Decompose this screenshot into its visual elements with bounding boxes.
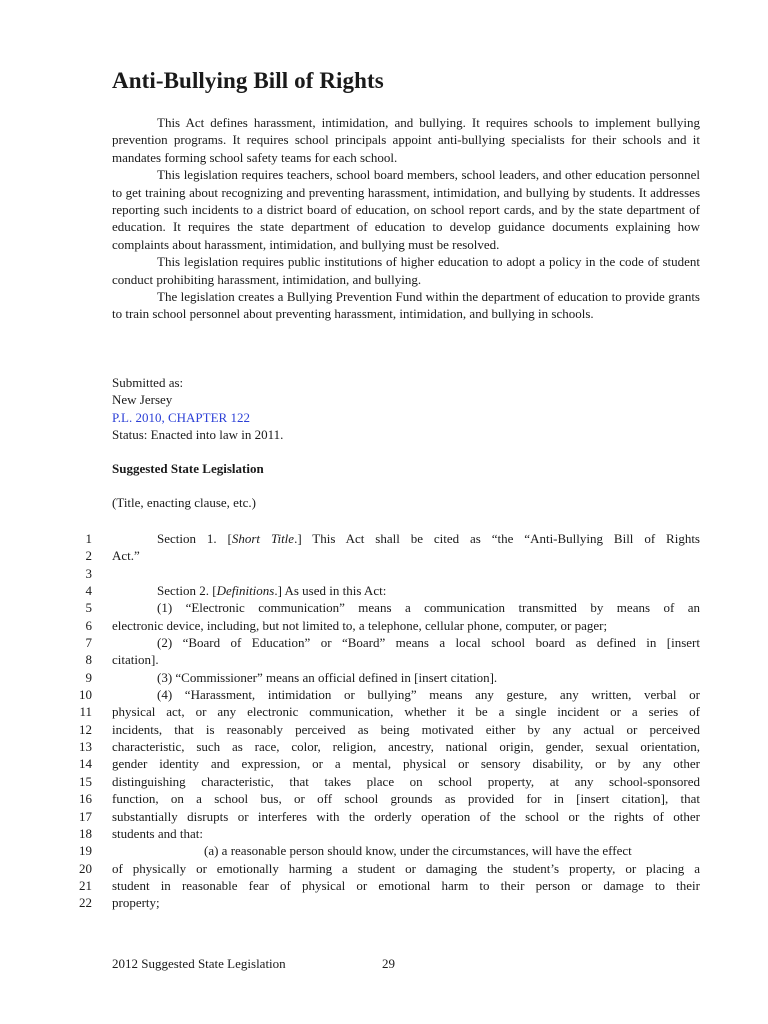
line-number: 11 — [79, 704, 92, 720]
text-line: electronic device, including, but not limited to, a telephone, cellular phone, computer, or pager; — [112, 617, 608, 633]
line-number: 16 — [79, 791, 92, 807]
intro-summary — [112, 114, 700, 323]
submitted-state: New Jersey — [112, 392, 173, 408]
line-number: 19 — [79, 843, 92, 859]
text-line: citation]. — [112, 652, 159, 668]
line-number: 14 — [79, 756, 92, 772]
line-number: 17 — [79, 808, 92, 824]
text-line: of physically or emotionally harming a student or damaging the student’s property, or placing a — [112, 860, 700, 876]
line-number: 5 — [85, 600, 92, 616]
line-number: 21 — [79, 877, 92, 893]
line-number: 2 — [85, 548, 92, 564]
submission-info — [112, 374, 700, 444]
text-line: characteristic, such as race, color, religion, ancestry, national origin, gender, sexual orientation, — [112, 739, 700, 755]
text-fragment: .] As used in this Act: — [274, 583, 387, 599]
title-clause: (Title, enacting clause, etc.) — [112, 495, 256, 510]
line-number: 8 — [85, 652, 92, 668]
text-line — [112, 582, 700, 599]
legislation-text — [112, 530, 700, 912]
section-heading: Suggested State Legislation — [112, 461, 264, 476]
italic-term: Short Title — [231, 531, 295, 546]
text-fragment: Section 1. [ — [157, 531, 232, 546]
text-fragment: .] This Act shall be cited as “the “Anti-Bullying Bill of Rights — [294, 531, 700, 546]
text-fragment: Section 2. [ — [157, 583, 217, 599]
text-line: (2) “Board of Education” or “Board” means a local school board as defined in [insert — [157, 635, 700, 651]
text-line: substantially disrupts or interferes with the orderly operation of the school or the rights of other — [112, 808, 700, 824]
text-line: physical act, or any electronic communication, whether it be a single incident or a series of — [112, 704, 700, 720]
intro-paragraph: The legislation creates a Bullying Prevention Fund within the department of education to provide grants to train school personnel about preventing harassment, intimidation, and bullying in schools. — [112, 289, 700, 322]
text-line: (1) “Electronic communication” means a communication transmitted by means of an — [157, 600, 700, 616]
line-number: 18 — [79, 825, 92, 841]
page-footer — [112, 955, 395, 972]
law-citation-link[interactable]: P.L. 2010, CHAPTER 122 — [112, 409, 250, 425]
text-line: (a) a reasonable person should know, under the circumstances, will have the effect — [204, 843, 632, 859]
line-number: 6 — [85, 617, 92, 633]
blank-line — [112, 565, 700, 582]
text-line — [112, 530, 700, 547]
line-number: 3 — [85, 565, 92, 581]
text-line: (4) “Harassment, intimidation or bullying” means any gesture, any written, verbal or — [157, 687, 700, 703]
line-number: 13 — [79, 739, 92, 755]
line-number: 4 — [85, 583, 92, 599]
line-number: 9 — [85, 669, 92, 685]
line-number: 12 — [79, 721, 92, 737]
submitted-label: Submitted as: — [112, 375, 184, 390]
text-line: incidents, that is reasonably perceived as being motivated either by any actual or perceived — [112, 721, 700, 737]
intro-paragraph: This legislation requires teachers, school board members, school leaders, and other education personnel to get training about recognizing and preventing harassment, intimidation, and bullying by students. It addresses reporting such incidents to a district board of education, on school report cards, and by the state department of education. It requires the state department of education to develop guidance documents explaining how complaints about harassment, intimidation, and bullying must be resolved. — [112, 167, 700, 252]
line-number: 22 — [79, 895, 92, 911]
italic-term: Definitions — [216, 583, 275, 599]
document-title: Anti-Bullying Bill of Rights — [112, 68, 384, 93]
page-number: 29 — [382, 956, 395, 971]
line-number: 20 — [79, 860, 92, 876]
intro-paragraph: This legislation requires public institutions of higher education to adopt a policy in the code of student conduct prohibiting harassment, intimidation, and bullying. — [112, 254, 700, 287]
status-text: Status: Enacted into law in 2011. — [112, 427, 284, 443]
line-number: 15 — [79, 773, 92, 789]
text-line: function, on a school bus, or off school grounds as provided for in [insert citation], that — [112, 791, 700, 807]
text-line: (3) “Commissioner” means an official defined in [insert citation]. — [157, 669, 498, 685]
text-line: distinguishing characteristic, that takes place on school property, at any school-sponsored — [112, 773, 700, 789]
text-line: student in reasonable fear of physical or emotional harm to their person or damage to their — [112, 877, 700, 893]
text-line: property; — [112, 895, 160, 911]
line-numbers — [60, 530, 92, 912]
text-line: Act.” — [112, 548, 140, 564]
intro-paragraph: This Act defines harassment, intimidation, and bullying. It requires schools to implement bullying prevention programs. It requires school principals appoint anti-bullying specialists for their schools and it mandates forming school safety teams for each school. — [112, 115, 700, 165]
line-number: 7 — [85, 635, 92, 651]
line-number: 10 — [79, 687, 92, 703]
text-line: students and that: — [112, 825, 203, 841]
text-line: gender identity and expression, or a mental, physical or sensory disability, or by any other — [112, 756, 700, 772]
footer-text: 2012 Suggested State Legislation — [112, 956, 286, 971]
line-number: 1 — [85, 531, 92, 546]
